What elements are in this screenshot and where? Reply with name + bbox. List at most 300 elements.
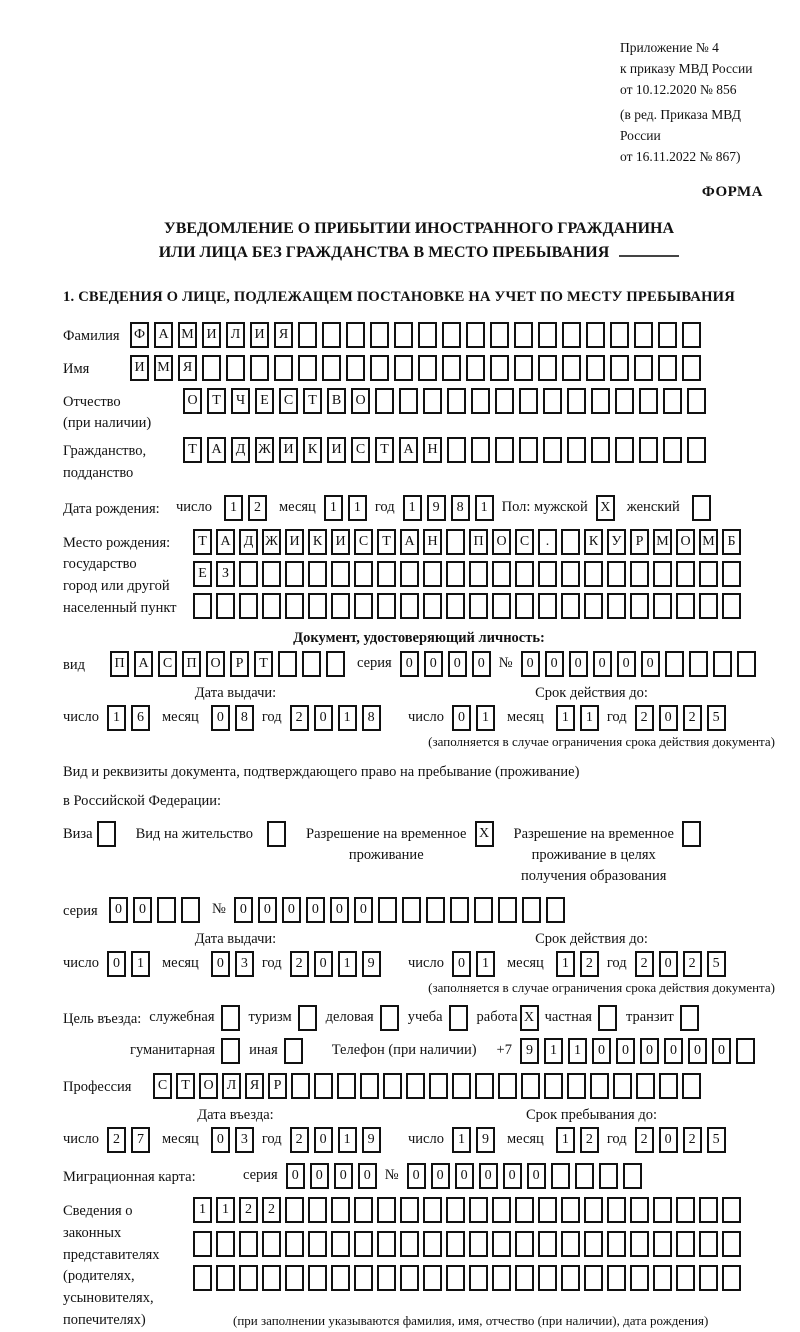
char-cell[interactable] [475,1073,494,1099]
char-cell[interactable]: 0 [472,651,491,677]
char-cell[interactable]: Т [207,388,226,414]
char-cell[interactable]: 2 [683,705,702,731]
char-cell[interactable]: 0 [211,705,230,731]
char-cell[interactable] [713,651,732,677]
char-cell[interactable] [446,593,465,619]
char-cell[interactable] [308,1197,327,1223]
char-cell[interactable] [337,1073,356,1099]
char-cell[interactable] [469,1231,488,1257]
char-cell[interactable] [418,355,437,381]
char-cell[interactable]: 0 [616,1038,635,1064]
char-cell[interactable]: И [250,322,269,348]
char-cell[interactable] [354,593,373,619]
char-cell[interactable]: К [303,437,322,463]
char-cell[interactable]: Т [377,529,396,555]
char-cell[interactable] [659,1073,678,1099]
char-cell[interactable]: А [154,322,173,348]
char-cell[interactable] [680,1005,699,1031]
char-cell[interactable]: 1 [131,951,150,977]
char-cell[interactable] [521,1073,540,1099]
char-cell[interactable]: 8 [362,705,381,731]
char-cell[interactable] [380,1005,399,1031]
char-cell[interactable] [394,355,413,381]
char-cell[interactable] [682,355,701,381]
char-cell[interactable]: 0 [431,1163,450,1189]
char-cell[interactable]: 2 [635,705,654,731]
char-cell[interactable] [400,593,419,619]
char-cell[interactable]: 1 [568,1038,587,1064]
char-cell[interactable]: 1 [580,705,599,731]
char-cell[interactable] [687,388,706,414]
char-cell[interactable] [239,593,258,619]
char-cell[interactable] [402,897,421,923]
char-cell[interactable] [492,1231,511,1257]
char-cell[interactable] [354,1265,373,1291]
char-cell[interactable]: 0 [258,897,277,923]
char-cell[interactable] [607,1231,626,1257]
char-cell[interactable]: 0 [659,1127,678,1153]
char-cell[interactable]: 0 [659,951,678,977]
char-cell[interactable]: 0 [592,1038,611,1064]
char-cell[interactable]: 0 [617,651,636,677]
char-cell[interactable]: 5 [707,951,726,977]
char-cell[interactable] [575,1163,594,1189]
char-cell[interactable] [584,593,603,619]
char-cell[interactable]: Т [193,529,212,555]
char-cell[interactable]: Д [231,437,250,463]
char-cell[interactable] [687,437,706,463]
char-cell[interactable] [561,529,580,555]
char-cell[interactable] [699,561,718,587]
char-cell[interactable]: 0 [503,1163,522,1189]
char-cell[interactable]: О [206,651,225,677]
char-cell[interactable]: 0 [569,651,588,677]
char-cell[interactable]: 1 [338,951,357,977]
char-cell[interactable] [449,1005,468,1031]
char-cell[interactable] [418,322,437,348]
char-cell[interactable]: 0 [330,897,349,923]
char-cell[interactable] [538,1197,557,1223]
char-cell[interactable]: Л [222,1073,241,1099]
char-cell[interactable] [538,561,557,587]
char-cell[interactable] [515,1265,534,1291]
char-cell[interactable] [543,437,562,463]
char-cell[interactable] [692,495,711,521]
char-cell[interactable] [498,1073,517,1099]
char-cell[interactable]: 0 [107,951,126,977]
char-cell[interactable] [346,355,365,381]
char-cell[interactable] [302,651,321,677]
char-cell[interactable] [543,388,562,414]
char-cell[interactable]: 9 [362,1127,381,1153]
char-cell[interactable] [285,593,304,619]
char-cell[interactable] [239,1231,258,1257]
char-cell[interactable] [278,651,297,677]
char-cell[interactable] [607,593,626,619]
char-cell[interactable]: 0 [334,1163,353,1189]
char-cell[interactable]: 9 [362,951,381,977]
char-cell[interactable]: 1 [193,1197,212,1223]
char-cell[interactable] [562,355,581,381]
char-cell[interactable]: О [351,388,370,414]
char-cell[interactable]: Н [423,529,442,555]
char-cell[interactable]: А [400,529,419,555]
char-cell[interactable] [378,897,397,923]
char-cell[interactable] [689,651,708,677]
char-cell[interactable] [663,388,682,414]
char-cell[interactable]: М [178,322,197,348]
char-cell[interactable] [492,1197,511,1223]
char-cell[interactable]: К [308,529,327,555]
char-cell[interactable] [331,1265,350,1291]
char-cell[interactable] [423,1265,442,1291]
char-cell[interactable] [221,1005,240,1031]
char-cell[interactable] [658,355,677,381]
char-cell[interactable] [262,561,281,587]
char-cell[interactable] [492,561,511,587]
char-cell[interactable] [551,1163,570,1189]
char-cell[interactable]: 8 [235,705,254,731]
char-cell[interactable]: 2 [290,705,309,731]
char-cell[interactable] [423,593,442,619]
char-cell[interactable] [561,1265,580,1291]
char-cell[interactable] [216,593,235,619]
char-cell[interactable] [298,355,317,381]
char-cell[interactable] [291,1073,310,1099]
char-cell[interactable]: С [354,529,373,555]
char-cell[interactable] [360,1073,379,1099]
char-cell[interactable]: А [207,437,226,463]
char-cell[interactable] [250,355,269,381]
char-cell[interactable]: О [199,1073,218,1099]
char-cell[interactable] [308,1231,327,1257]
char-cell[interactable] [193,1231,212,1257]
char-cell[interactable] [682,821,701,847]
char-cell[interactable] [285,1231,304,1257]
char-cell[interactable]: 0 [234,897,253,923]
char-cell[interactable]: 0 [133,897,152,923]
char-cell[interactable] [226,355,245,381]
char-cell[interactable]: 0 [211,1127,230,1153]
char-cell[interactable] [426,897,445,923]
char-cell[interactable]: Л [226,322,245,348]
char-cell[interactable] [469,1265,488,1291]
char-cell[interactable] [314,1073,333,1099]
char-cell[interactable] [639,388,658,414]
char-cell[interactable] [567,1073,586,1099]
char-cell[interactable]: В [327,388,346,414]
char-cell[interactable] [495,437,514,463]
char-cell[interactable]: 9 [427,495,446,521]
char-cell[interactable]: 1 [324,495,343,521]
char-cell[interactable] [586,355,605,381]
char-cell[interactable] [474,897,493,923]
char-cell[interactable] [423,388,442,414]
char-cell[interactable]: П [182,651,201,677]
char-cell[interactable]: Н [423,437,442,463]
char-cell[interactable] [97,821,116,847]
char-cell[interactable] [181,897,200,923]
char-cell[interactable]: 0 [521,651,540,677]
char-cell[interactable] [239,561,258,587]
char-cell[interactable] [442,355,461,381]
char-cell[interactable]: И [130,355,149,381]
char-cell[interactable]: 5 [707,1127,726,1153]
char-cell[interactable]: Ф [130,322,149,348]
char-cell[interactable] [653,1265,672,1291]
char-cell[interactable]: 3 [235,951,254,977]
char-cell[interactable] [331,561,350,587]
char-cell[interactable] [284,1038,303,1064]
char-cell[interactable]: 1 [338,705,357,731]
char-cell[interactable] [447,388,466,414]
char-cell[interactable] [538,1231,557,1257]
char-cell[interactable] [561,1197,580,1223]
char-cell[interactable] [377,561,396,587]
char-cell[interactable] [522,897,541,923]
char-cell[interactable] [466,322,485,348]
char-cell[interactable] [561,1231,580,1257]
char-cell[interactable] [221,1038,240,1064]
char-cell[interactable] [561,561,580,587]
char-cell[interactable] [331,593,350,619]
char-cell[interactable] [623,1163,642,1189]
char-cell[interactable] [634,322,653,348]
char-cell[interactable] [607,561,626,587]
char-cell[interactable]: 6 [131,705,150,731]
char-cell[interactable]: X [475,821,494,847]
char-cell[interactable]: Я [274,322,293,348]
char-cell[interactable]: 1 [338,1127,357,1153]
char-cell[interactable] [613,1073,632,1099]
char-cell[interactable]: 1 [348,495,367,521]
char-cell[interactable]: И [327,437,346,463]
char-cell[interactable]: 2 [580,1127,599,1153]
char-cell[interactable] [394,322,413,348]
char-cell[interactable] [630,1265,649,1291]
char-cell[interactable]: 1 [556,951,575,977]
char-cell[interactable] [447,437,466,463]
char-cell[interactable] [452,1073,471,1099]
char-cell[interactable] [298,1005,317,1031]
char-cell[interactable]: П [110,651,129,677]
char-cell[interactable] [492,593,511,619]
char-cell[interactable] [546,897,565,923]
char-cell[interactable] [562,322,581,348]
char-cell[interactable]: Р [268,1073,287,1099]
char-cell[interactable] [682,322,701,348]
char-cell[interactable] [377,1197,396,1223]
char-cell[interactable] [466,355,485,381]
char-cell[interactable] [308,593,327,619]
char-cell[interactable] [653,561,672,587]
char-cell[interactable] [469,1197,488,1223]
char-cell[interactable]: Ж [262,529,281,555]
char-cell[interactable]: 1 [224,495,243,521]
char-cell[interactable]: 5 [707,705,726,731]
char-cell[interactable]: 0 [314,705,333,731]
char-cell[interactable]: . [538,529,557,555]
char-cell[interactable] [399,388,418,414]
char-cell[interactable] [346,322,365,348]
char-cell[interactable] [653,1197,672,1223]
char-cell[interactable]: 1 [556,705,575,731]
char-cell[interactable] [322,322,341,348]
char-cell[interactable] [630,1231,649,1257]
char-cell[interactable]: О [183,388,202,414]
char-cell[interactable]: 0 [479,1163,498,1189]
char-cell[interactable] [193,1265,212,1291]
char-cell[interactable]: Ж [255,437,274,463]
char-cell[interactable] [722,1231,741,1257]
char-cell[interactable] [262,593,281,619]
char-cell[interactable]: 0 [407,1163,426,1189]
char-cell[interactable]: Я [245,1073,264,1099]
char-cell[interactable] [722,1265,741,1291]
char-cell[interactable]: Д [239,529,258,555]
char-cell[interactable]: 2 [635,951,654,977]
char-cell[interactable] [544,1073,563,1099]
char-cell[interactable] [630,593,649,619]
char-cell[interactable] [354,1197,373,1223]
char-cell[interactable]: 0 [659,705,678,731]
char-cell[interactable] [331,1231,350,1257]
char-cell[interactable] [354,1231,373,1257]
char-cell[interactable] [377,1231,396,1257]
char-cell[interactable] [519,388,538,414]
char-cell[interactable] [519,437,538,463]
char-cell[interactable] [157,897,176,923]
char-cell[interactable] [514,355,533,381]
char-cell[interactable]: Е [255,388,274,414]
char-cell[interactable]: Б [722,529,741,555]
char-cell[interactable]: П [469,529,488,555]
char-cell[interactable]: 9 [520,1038,539,1064]
char-cell[interactable]: С [279,388,298,414]
char-cell[interactable] [653,1231,672,1257]
char-cell[interactable] [599,1163,618,1189]
char-cell[interactable]: С [515,529,534,555]
char-cell[interactable] [634,355,653,381]
char-cell[interactable] [515,1231,534,1257]
char-cell[interactable] [636,1073,655,1099]
char-cell[interactable] [615,388,634,414]
char-cell[interactable] [383,1073,402,1099]
char-cell[interactable] [515,561,534,587]
char-cell[interactable] [298,322,317,348]
char-cell[interactable]: А [216,529,235,555]
char-cell[interactable] [722,1197,741,1223]
char-cell[interactable]: 0 [527,1163,546,1189]
char-cell[interactable] [590,1073,609,1099]
char-cell[interactable] [442,322,461,348]
char-cell[interactable] [469,561,488,587]
char-cell[interactable]: С [158,651,177,677]
char-cell[interactable] [514,322,533,348]
char-cell[interactable] [538,1265,557,1291]
char-cell[interactable]: 2 [262,1197,281,1223]
char-cell[interactable]: 0 [306,897,325,923]
char-cell[interactable] [262,1265,281,1291]
char-cell[interactable]: А [399,437,418,463]
char-cell[interactable]: Т [375,437,394,463]
char-cell[interactable] [615,437,634,463]
char-cell[interactable]: 0 [448,651,467,677]
char-cell[interactable]: И [331,529,350,555]
char-cell[interactable]: X [520,1005,539,1031]
char-cell[interactable]: 0 [545,651,564,677]
char-cell[interactable]: 0 [310,1163,329,1189]
char-cell[interactable] [607,1197,626,1223]
char-cell[interactable] [202,355,221,381]
char-cell[interactable] [663,437,682,463]
char-cell[interactable] [591,437,610,463]
char-cell[interactable] [216,1265,235,1291]
char-cell[interactable]: 0 [688,1038,707,1064]
char-cell[interactable] [400,1231,419,1257]
char-cell[interactable] [490,355,509,381]
char-cell[interactable] [737,651,756,677]
char-cell[interactable] [400,561,419,587]
char-cell[interactable] [561,593,580,619]
char-cell[interactable] [676,1231,695,1257]
char-cell[interactable] [515,1197,534,1223]
char-cell[interactable]: 2 [290,951,309,977]
char-cell[interactable]: Ч [231,388,250,414]
char-cell[interactable] [630,561,649,587]
char-cell[interactable] [584,1231,603,1257]
char-cell[interactable] [722,593,741,619]
char-cell[interactable]: 1 [216,1197,235,1223]
char-cell[interactable] [285,1197,304,1223]
char-cell[interactable]: Т [254,651,273,677]
char-cell[interactable] [567,437,586,463]
char-cell[interactable]: 0 [452,705,471,731]
char-cell[interactable]: О [492,529,511,555]
char-cell[interactable]: И [285,529,304,555]
char-cell[interactable] [471,388,490,414]
char-cell[interactable]: 2 [248,495,267,521]
char-cell[interactable]: 2 [683,951,702,977]
char-cell[interactable] [446,561,465,587]
char-cell[interactable] [490,322,509,348]
char-cell[interactable]: 2 [290,1127,309,1153]
char-cell[interactable] [450,897,469,923]
char-cell[interactable]: А [134,651,153,677]
char-cell[interactable] [446,1197,465,1223]
char-cell[interactable] [699,1197,718,1223]
char-cell[interactable] [676,561,695,587]
char-cell[interactable]: С [153,1073,172,1099]
char-cell[interactable] [400,1265,419,1291]
char-cell[interactable]: 0 [358,1163,377,1189]
char-cell[interactable]: Е [193,561,212,587]
char-cell[interactable] [377,593,396,619]
char-cell[interactable]: 0 [400,651,419,677]
char-cell[interactable]: Р [630,529,649,555]
char-cell[interactable]: М [653,529,672,555]
char-cell[interactable] [538,355,557,381]
char-cell[interactable]: 0 [109,897,128,923]
char-cell[interactable]: 1 [476,951,495,977]
char-cell[interactable] [285,1265,304,1291]
char-cell[interactable] [331,1197,350,1223]
char-cell[interactable]: Т [176,1073,195,1099]
char-cell[interactable] [676,1265,695,1291]
char-cell[interactable] [193,593,212,619]
char-cell[interactable]: 0 [211,951,230,977]
char-cell[interactable] [653,593,672,619]
